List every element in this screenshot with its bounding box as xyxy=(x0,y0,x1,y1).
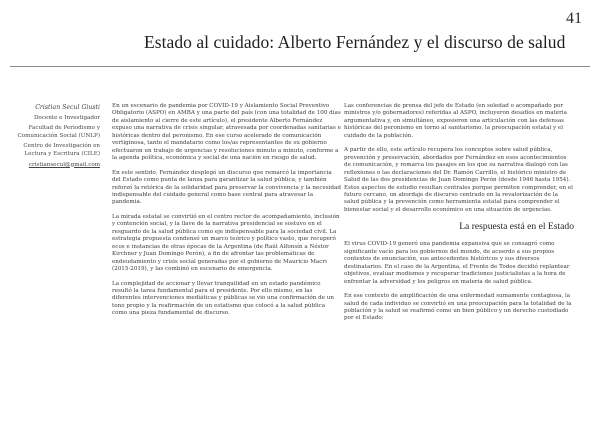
author-affiliation-center: Centro de Investigación en Lectura y Escritura (CILE) xyxy=(23,143,100,157)
body-paragraph: La mirada estatal se convirtió en el centro rector de acompañamiento, inclusión y contención social, y la llave de la narrativa presidencial se sostuvo en el resguardo de la salud pública como eje indispensable para la sociedad civil. La estrategia propuesta condensó un marco teórico y político vasto, que recuperó ecos e instancias de otras épocas de la Argentina (de Raúl Alfonsín a Néstor Kirchner y Juan Domingo Perón), a fin de afrontar las problemáticas de endeudamiento y crisis social generadas por el gobierno de Mauricio Macri (2015-2019), y las combinó en escenario de emergencia. xyxy=(112,213,340,273)
page-number: 41 xyxy=(566,10,582,27)
body-paragraph: El virus COVID-19 generó una pandemia expansiva que se consagró como significante vacío para los gobiernos del mundo, de acuerdo a sus propios contextos de enunciación, sus antecedentes históricos y sus diversos destinatarios. En el caso de la Argentina, el Frente de Todos decidió replantear objetivos, evaluar modismos y recuperar tradiciones justicialistas a la hora de enfrentar la adversidad y los peligros en materia de salud pública. xyxy=(344,241,570,285)
right-column xyxy=(344,103,574,330)
body-paragraph: La complejidad de accionar y llevar tranquilidad en un estado pandémico resultó la tarea fundamental para el presidente. Por ello mismo, en las diferentes intervenciones mediáticas y públicas se vio una confirmación de un tono propio y la reafirmación de un estatismo que colocó a la salud pública como una pieza fundamental de discurso. xyxy=(112,280,335,317)
author-email-link[interactable]: cristiansecul@gmail.com xyxy=(28,161,100,168)
author-affiliation-faculty: Facultad de Periodismo y Comunicación Social (UNLP) xyxy=(17,125,100,139)
section-heading: La respuesta está en el Estado xyxy=(459,221,574,233)
author-name: Cristian Secul Giusti xyxy=(35,104,100,111)
body-paragraph: En este sentido, Fernández desplegó un discurso que remarcó la importancia del Estado como punta de lanza para garantizar la salud pública, y también reforzó la retórica de la solidaridad para preservar la convivencia y la necesidad indispensable del cuidado general como base central para atravesar la pandemia. xyxy=(112,169,341,206)
body-paragraph: Las conferencias de prensa del jefe de Estado (en soledad o acompañado por ministros y/o gobernadores) referidas al ASPO, incluyeron desafíos en materia argumentativa y, en simultáneo, exposieron una articulación con las defensas históricas del peronismo en torno al sanitarismo, la preocupación estatal y el cuidado de la población. xyxy=(344,103,567,139)
article-title: Estado al cuidado: Alberto Fernández y el discurso de salud xyxy=(144,32,566,52)
body-paragraph: En un escenario de pandemia por COVID-19 y Aislamiento Social Preventivo Obligatorio (ASPO) en AMBA y una parte del país (con una totalidad de 100 días de aislamiento al cierre de este artículo), el presidente Alberto Fernández expuso una narrativa de crisis singular, atravesada por coordenadas sanitarias e históricas dentro del peronismo. En ese curso acelerado de comunicación vertiginosa, tanto el mandatario como los/as representantes de su gobierno efectuaron un trabajo de urgencias y resoluciones minuto a minuto, conforme a la agenda política, económica y social de una nación en riesgo de salud. xyxy=(112,103,341,162)
body-paragraph: A partir de ello, este artículo recupera los conceptos sobre salud pública, prevención y preservación, abordados por Fernández en esos acontecimientos de comunicación, y remarca los pasajes en los que su narrativa dialogó con las reflexiones o las declaraciones del Dr. Ramón Carrillo, el histórico ministro de Salud de las dos presidencias de Juan Domingo Perón (desde 1946 hasta 1954). Estos aspectos de estudio resultan centrales porque permiten comprender, en el futuro cercano, un abordaje de discurso centrado en la revalorización de la salud pública y la prevención como herramienta estatal para comprender el bienestar social y el desarrollo económico en una situación de urgencias. xyxy=(344,147,573,213)
body-paragraph: En ese contexto de amplificación de una enfermedad sumamente contagiosa, la salud de cada individuo se convirtió en una preocupación para la totalidad de la población y la salud se reafirmó como un bien público y un derecho custodiado por el Estado: xyxy=(344,293,572,322)
author-role: Docente e Investigador xyxy=(33,114,100,121)
title-divider xyxy=(10,66,590,67)
left-column xyxy=(112,103,342,325)
author-block xyxy=(4,104,100,169)
